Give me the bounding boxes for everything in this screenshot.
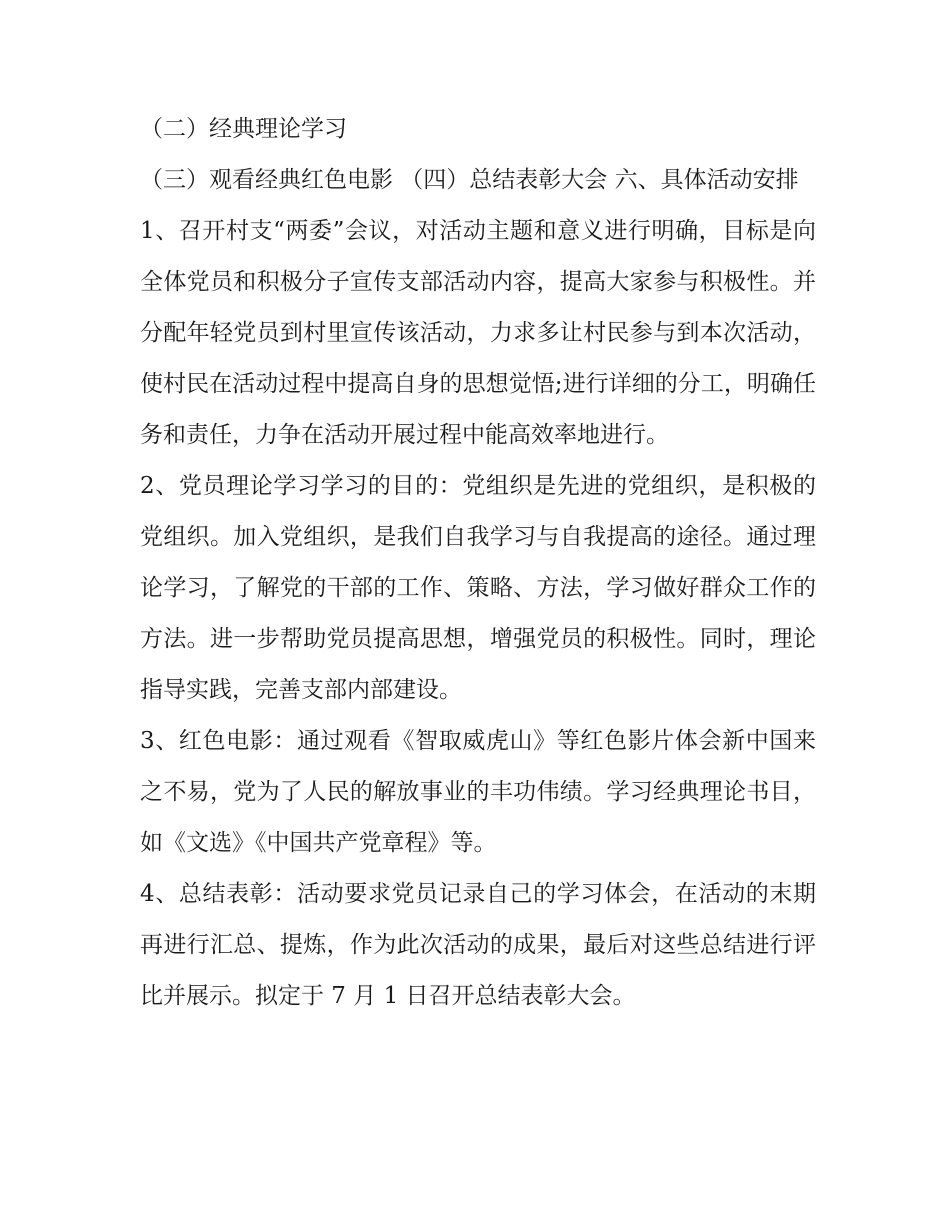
paragraph-item-1: 1、召开村支“两委”会议，对活动主题和意义进行明确，目标是向全体党员和积极分子宣传支部活动内容，提高大家参与积极性。并分配年轻党员到村里宣传该活动，力求多让村民参与到本次活动，使村民在活动过程中提高自身的思想觉悟;进行详细的分工，明确任务和责任，力争在活动开展过程中能高效率地进行。 [140, 218, 816, 448]
paragraph-item-3: 3、红色电影：通过观看《智取威虎山》等红色影片体会新中国来之不易，党为了人民的解放事业的丰功伟绩。学习经典理论书目，如《文选》《中国共产党章程》等。 [140, 728, 816, 856]
section-heading-2: （二）经典理论学习 [140, 116, 347, 142]
document-body [140, 104, 816, 1022]
section-heading-3-4-6: （三）观看经典红色电影 （四）总结表彰大会 六、具体活动安排 [140, 167, 799, 193]
paragraph-item-4: 4、总结表彰：活动要求党员记录自己的学习体会，在活动的末期再进行汇总、提炼，作为此次活动的成果，最后对这些总结进行评比并展示。拟定于 7 月 1 日召开总结表彰大会。 [140, 881, 816, 1009]
paragraph-item-2: 2、党员理论学习学习的目的：党组织是先进的党组织，是积极的党组织。加入党组织，是我们自我学习与自我提高的途径。通过理论学习，了解党的干部的工作、策略、方法，学习做好群众工作的方法。进一步帮助党员提高思想，增强党员的积极性。同时，理论指导实践，完善支部内部建设。 [140, 473, 816, 703]
